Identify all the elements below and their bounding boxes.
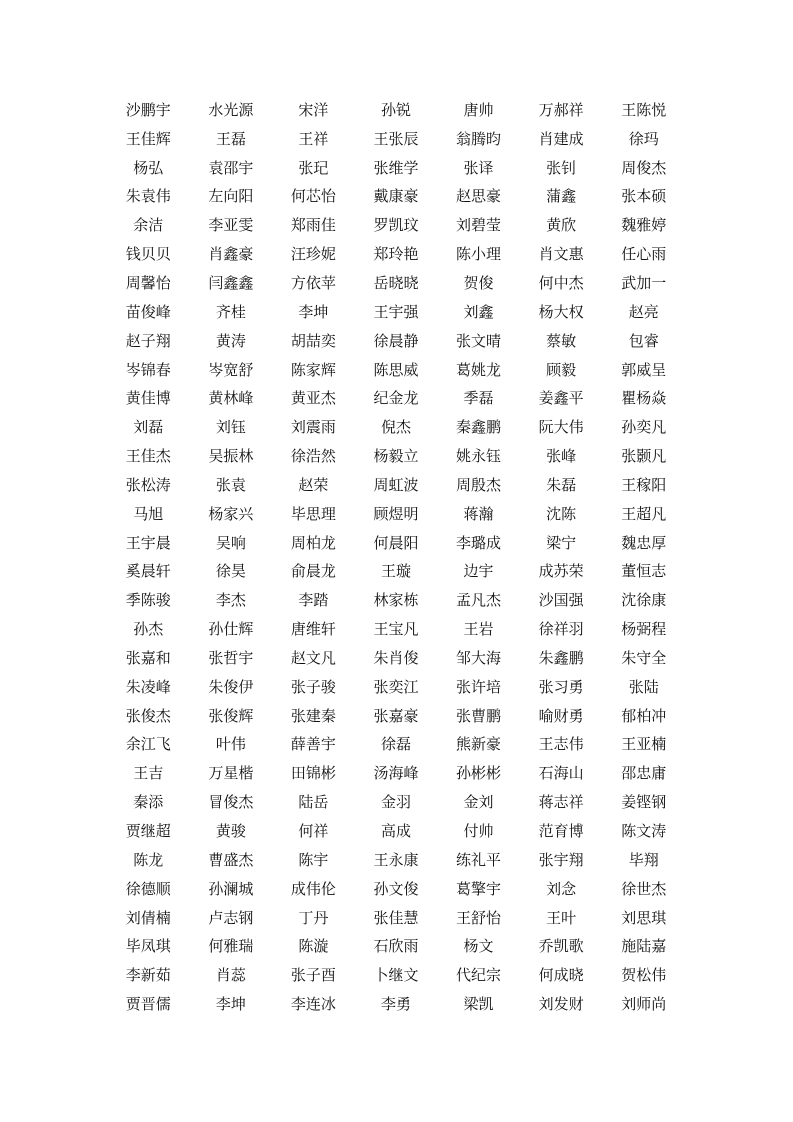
name-cell: 丁丹 [298, 908, 329, 927]
name-cell: 张子酉 [290, 966, 336, 985]
name-cell: 何雅瑞 [208, 937, 254, 956]
name-row [107, 384, 685, 413]
name-cell: 高成 [380, 822, 411, 841]
name-cell: 孙文俊 [373, 879, 419, 898]
name-cell: 赵亮 [628, 302, 659, 321]
name-row [107, 471, 685, 500]
name-row [107, 615, 685, 644]
name-row [107, 875, 685, 904]
name-row [107, 702, 685, 731]
name-cell: 孙锐 [380, 100, 411, 119]
name-cell: 蒋志祥 [538, 793, 584, 812]
name-cell: 纪金龙 [373, 389, 419, 408]
name-cell: 孟凡杰 [456, 591, 502, 610]
name-cell: 王宝凡 [373, 620, 419, 639]
name-cell: 黄骏 [215, 822, 246, 841]
name-cell: 贺俊 [463, 273, 494, 292]
name-cell: 熊新豪 [456, 735, 502, 754]
name-cell: 王岩 [463, 620, 494, 639]
name-cell: 孙彬彬 [456, 764, 502, 783]
name-cell: 李杰 [215, 591, 246, 610]
name-cell: 肖蕊 [215, 966, 246, 985]
name-cell: 陈宇 [298, 850, 329, 869]
name-cell: 唐帅 [463, 100, 494, 119]
name-row [107, 644, 685, 673]
name-cell: 黄涛 [215, 331, 246, 350]
name-cell: 葛擎宇 [456, 879, 502, 898]
name-cell: 奚晨轩 [125, 562, 171, 581]
name-cell: 黄佳博 [125, 389, 171, 408]
name-cell: 董恒志 [621, 562, 667, 581]
name-cell: 李坤 [215, 995, 246, 1014]
name-cell: 杨家兴 [208, 504, 254, 523]
name-cell: 王亚楠 [621, 735, 667, 754]
name-cell: 齐桂 [215, 302, 246, 321]
name-cell: 王佳杰 [125, 447, 171, 466]
name-cell: 冒俊杰 [208, 793, 254, 812]
name-cell: 何芯怡 [290, 187, 336, 206]
name-cell: 刘碧莹 [456, 216, 502, 235]
name-cell: 张曹鹏 [456, 706, 502, 725]
name-cell: 张嘉豪 [373, 706, 419, 725]
name-cell: 张袁 [215, 475, 246, 494]
name-cell: 石海山 [538, 764, 584, 783]
name-cell: 徐世杰 [621, 879, 667, 898]
name-cell: 刘震雨 [290, 418, 336, 437]
name-cell: 苗俊峰 [125, 302, 171, 321]
name-cell: 李坤 [298, 302, 329, 321]
name-cell: 孙杰 [133, 620, 164, 639]
name-cell: 陈家辉 [290, 360, 336, 379]
name-cell: 李勇 [380, 995, 411, 1014]
name-cell: 陈漩 [298, 937, 329, 956]
name-cell: 张峰 [546, 447, 577, 466]
name-cell: 贾继超 [125, 822, 171, 841]
name-cell: 徐德顺 [125, 879, 171, 898]
name-cell: 卜继文 [373, 966, 419, 985]
name-cell: 周虹波 [373, 475, 419, 494]
name-row [107, 211, 685, 240]
name-cell: 李璐成 [456, 533, 502, 552]
name-cell: 王志伟 [538, 735, 584, 754]
name-cell: 李连冰 [290, 995, 336, 1014]
name-cell: 武加一 [621, 273, 667, 292]
name-cell: 王陈悦 [621, 100, 667, 119]
name-cell: 薛善宇 [290, 735, 336, 754]
name-cell: 郁柏冲 [621, 706, 667, 725]
name-cell: 蔡敏 [546, 331, 577, 350]
name-cell: 邵忠庸 [621, 764, 667, 783]
name-cell: 徐磊 [380, 735, 411, 754]
name-cell: 刘倩楠 [125, 908, 171, 927]
name-cell: 姜铿钢 [621, 793, 667, 812]
name-cell: 王舒怡 [456, 908, 502, 927]
name-row [107, 154, 685, 183]
name-cell: 王稼阳 [621, 475, 667, 494]
name-cell: 张习勇 [538, 677, 584, 696]
name-cell: 王祥 [298, 129, 329, 148]
name-cell: 郭威呈 [621, 360, 667, 379]
name-cell: 左向阳 [208, 187, 254, 206]
name-cell: 蒲鑫 [546, 187, 577, 206]
name-cell: 徐昊 [215, 562, 246, 581]
name-cell: 郑玲艳 [373, 245, 419, 264]
name-cell: 何晨阳 [373, 533, 419, 552]
name-cell: 朱磊 [546, 475, 577, 494]
name-cell: 代纪宗 [456, 966, 502, 985]
name-cell: 郑雨佳 [290, 216, 336, 235]
name-cell: 徐祥羽 [538, 620, 584, 639]
name-cell: 岑锦春 [125, 360, 171, 379]
name-cell: 钱贝贝 [125, 245, 171, 264]
name-row [107, 442, 685, 471]
name-row [107, 961, 685, 990]
name-cell: 余洁 [133, 216, 164, 235]
name-cell: 贺松伟 [621, 966, 667, 985]
name-cell: 罗凯玟 [373, 216, 419, 235]
name-row [107, 413, 685, 442]
name-cell: 王佳辉 [125, 129, 171, 148]
name-cell: 王磊 [215, 129, 246, 148]
name-cell: 王永康 [373, 850, 419, 869]
name-cell: 肖鑫豪 [208, 245, 254, 264]
name-cell: 孙奕凡 [621, 418, 667, 437]
name-cell: 成苏荣 [538, 562, 584, 581]
name-cell: 沙鹏宇 [125, 100, 171, 119]
name-cell: 张建秦 [290, 706, 336, 725]
name-row [107, 932, 685, 961]
name-cell: 朱袁伟 [125, 187, 171, 206]
name-cell: 顾毅 [546, 360, 577, 379]
name-cell: 张子骏 [290, 677, 336, 696]
name-cell: 何祥 [298, 822, 329, 841]
name-row [107, 673, 685, 702]
name-cell: 毕思理 [290, 504, 336, 523]
name-cell: 范育博 [538, 822, 584, 841]
name-cell: 张许培 [456, 677, 502, 696]
name-cell: 陈小理 [456, 245, 502, 264]
name-cell: 刘念 [546, 879, 577, 898]
name-cell: 杨文 [463, 937, 494, 956]
name-cell: 王宇晨 [125, 533, 171, 552]
name-cell: 阮大伟 [538, 418, 584, 437]
name-cell: 刘钰 [215, 418, 246, 437]
name-cell: 包睿 [628, 331, 659, 350]
name-cell: 叶伟 [215, 735, 246, 754]
name-cell: 张嘉和 [125, 648, 171, 667]
name-cell: 顾煜明 [373, 504, 419, 523]
name-cell: 孙仕辉 [208, 620, 254, 639]
name-row [107, 990, 685, 1019]
name-cell: 季磊 [463, 389, 494, 408]
name-cell: 姜鑫平 [538, 389, 584, 408]
name-cell: 肖建成 [538, 129, 584, 148]
name-row [107, 356, 685, 385]
name-cell: 秦鑫鹏 [456, 418, 502, 437]
name-cell: 赵子翔 [125, 331, 171, 350]
name-cell: 葛姚龙 [456, 360, 502, 379]
name-cell: 宋洋 [298, 100, 329, 119]
name-cell: 徐玛 [628, 129, 659, 148]
name-cell: 乔凯歌 [538, 937, 584, 956]
name-cell: 刘师尚 [621, 995, 667, 1014]
name-cell: 魏忠厚 [621, 533, 667, 552]
name-row [107, 817, 685, 846]
name-cell: 朱俊伊 [208, 677, 254, 696]
name-cell: 陈文涛 [621, 822, 667, 841]
name-cell: 张佳慧 [373, 908, 419, 927]
name-cell: 周柏龙 [290, 533, 336, 552]
name-cell: 汪珍妮 [290, 245, 336, 264]
name-cell: 戴康豪 [373, 187, 419, 206]
name-cell: 张文晴 [456, 331, 502, 350]
name-row [107, 500, 685, 529]
name-cell: 余江飞 [125, 735, 171, 754]
name-cell: 张维学 [373, 158, 419, 177]
name-cell: 季陈骏 [125, 591, 171, 610]
name-list-grid [107, 96, 685, 1019]
name-cell: 张宇翔 [538, 850, 584, 869]
name-cell: 李踏 [298, 591, 329, 610]
name-cell: 李新茹 [125, 966, 171, 985]
name-cell: 王吉 [133, 764, 164, 783]
name-cell: 张颢凡 [621, 447, 667, 466]
name-cell: 金刘 [463, 793, 494, 812]
name-cell: 张俊杰 [125, 706, 171, 725]
name-cell: 翁腾昀 [456, 129, 502, 148]
name-cell: 孙澜城 [208, 879, 254, 898]
name-cell: 王宇强 [373, 302, 419, 321]
name-cell: 沙国强 [538, 591, 584, 610]
name-cell: 张松涛 [125, 475, 171, 494]
name-cell: 张奕江 [373, 677, 419, 696]
name-cell: 唐维轩 [290, 620, 336, 639]
name-row [107, 327, 685, 356]
name-cell: 张玘 [298, 158, 329, 177]
name-cell: 成伟伦 [290, 879, 336, 898]
name-row [107, 529, 685, 558]
name-cell: 刘发财 [538, 995, 584, 1014]
name-row [107, 298, 685, 327]
name-cell: 徐浩然 [290, 447, 336, 466]
name-cell: 田锦彬 [290, 764, 336, 783]
name-cell: 袁邵宇 [208, 158, 254, 177]
name-cell: 张本硕 [621, 187, 667, 206]
name-cell: 邹大海 [456, 648, 502, 667]
name-cell: 黄欣 [546, 216, 577, 235]
name-cell: 梁宁 [546, 533, 577, 552]
name-cell: 石欣雨 [373, 937, 419, 956]
name-cell: 瞿杨焱 [621, 389, 667, 408]
name-cell: 金羽 [380, 793, 411, 812]
name-cell: 吴振林 [208, 447, 254, 466]
name-row [107, 240, 685, 269]
name-cell: 方依苹 [290, 273, 336, 292]
name-cell: 周殷杰 [456, 475, 502, 494]
name-cell: 水光源 [208, 100, 254, 119]
name-row [107, 586, 685, 615]
name-cell: 马旭 [133, 504, 164, 523]
name-cell: 黄亚杰 [290, 389, 336, 408]
name-cell: 毕翔 [628, 850, 659, 869]
name-cell: 杨弘 [133, 158, 164, 177]
name-cell: 何成晓 [538, 966, 584, 985]
name-cell: 付帅 [463, 822, 494, 841]
name-row [107, 558, 685, 587]
name-cell: 贾晋儒 [125, 995, 171, 1014]
name-cell: 朱守全 [621, 648, 667, 667]
name-cell: 杨弼程 [621, 620, 667, 639]
name-cell: 魏雅婷 [621, 216, 667, 235]
name-cell: 闫鑫鑫 [208, 273, 254, 292]
name-cell: 岑宽舒 [208, 360, 254, 379]
name-cell: 林家栋 [373, 591, 419, 610]
name-cell: 毕凤琪 [125, 937, 171, 956]
name-row [107, 846, 685, 875]
name-cell: 曹盛杰 [208, 850, 254, 869]
name-cell: 梁凯 [463, 995, 494, 1014]
name-cell: 赵文凡 [290, 648, 336, 667]
name-row [107, 759, 685, 788]
name-cell: 倪杰 [380, 418, 411, 437]
name-row [107, 183, 685, 212]
name-cell: 何中杰 [538, 273, 584, 292]
name-cell: 秦添 [133, 793, 164, 812]
name-cell: 周馨怡 [125, 273, 171, 292]
name-cell: 练礼平 [456, 850, 502, 869]
name-row [107, 904, 685, 933]
name-cell: 喻财勇 [538, 706, 584, 725]
name-cell: 杨毅立 [373, 447, 419, 466]
name-row [107, 269, 685, 298]
name-cell: 万星楷 [208, 764, 254, 783]
name-row [107, 788, 685, 817]
name-cell: 刘磊 [133, 418, 164, 437]
name-cell: 汤海峰 [373, 764, 419, 783]
name-cell: 李亚雯 [208, 216, 254, 235]
name-cell: 沈陈 [546, 504, 577, 523]
name-cell: 黄林峰 [208, 389, 254, 408]
name-cell: 陈龙 [133, 850, 164, 869]
name-cell: 张钊 [546, 158, 577, 177]
name-cell: 陆岳 [298, 793, 329, 812]
name-cell: 王张辰 [373, 129, 419, 148]
name-cell: 赵思豪 [456, 187, 502, 206]
name-cell: 王璇 [380, 562, 411, 581]
name-cell: 吴响 [215, 533, 246, 552]
name-cell: 施陆嘉 [621, 937, 667, 956]
name-cell: 万郝祥 [538, 100, 584, 119]
name-cell: 肖文惠 [538, 245, 584, 264]
name-cell: 赵荣 [298, 475, 329, 494]
name-cell: 岳晓晓 [373, 273, 419, 292]
name-cell: 胡喆奕 [290, 331, 336, 350]
name-cell: 杨大权 [538, 302, 584, 321]
name-cell: 沈徐康 [621, 591, 667, 610]
name-cell: 朱肖俊 [373, 648, 419, 667]
name-row [107, 125, 685, 154]
name-row [107, 731, 685, 760]
name-cell: 刘思琪 [621, 908, 667, 927]
name-cell: 俞晨龙 [290, 562, 336, 581]
name-cell: 任心雨 [621, 245, 667, 264]
name-cell: 陈思威 [373, 360, 419, 379]
name-cell: 周俊杰 [621, 158, 667, 177]
name-cell: 朱鑫鹏 [538, 648, 584, 667]
name-cell: 王叶 [546, 908, 577, 927]
name-cell: 张哲宇 [208, 648, 254, 667]
name-cell: 朱凌峰 [125, 677, 171, 696]
name-cell: 张陆 [628, 677, 659, 696]
name-cell: 张俊辉 [208, 706, 254, 725]
name-cell: 刘鑫 [463, 302, 494, 321]
name-cell: 张译 [463, 158, 494, 177]
name-cell: 姚永钰 [456, 447, 502, 466]
name-cell: 边宇 [463, 562, 494, 581]
name-row [107, 96, 685, 125]
name-cell: 蒋瀚 [463, 504, 494, 523]
name-cell: 王超凡 [621, 504, 667, 523]
name-cell: 卢志钢 [208, 908, 254, 927]
name-cell: 徐晨静 [373, 331, 419, 350]
